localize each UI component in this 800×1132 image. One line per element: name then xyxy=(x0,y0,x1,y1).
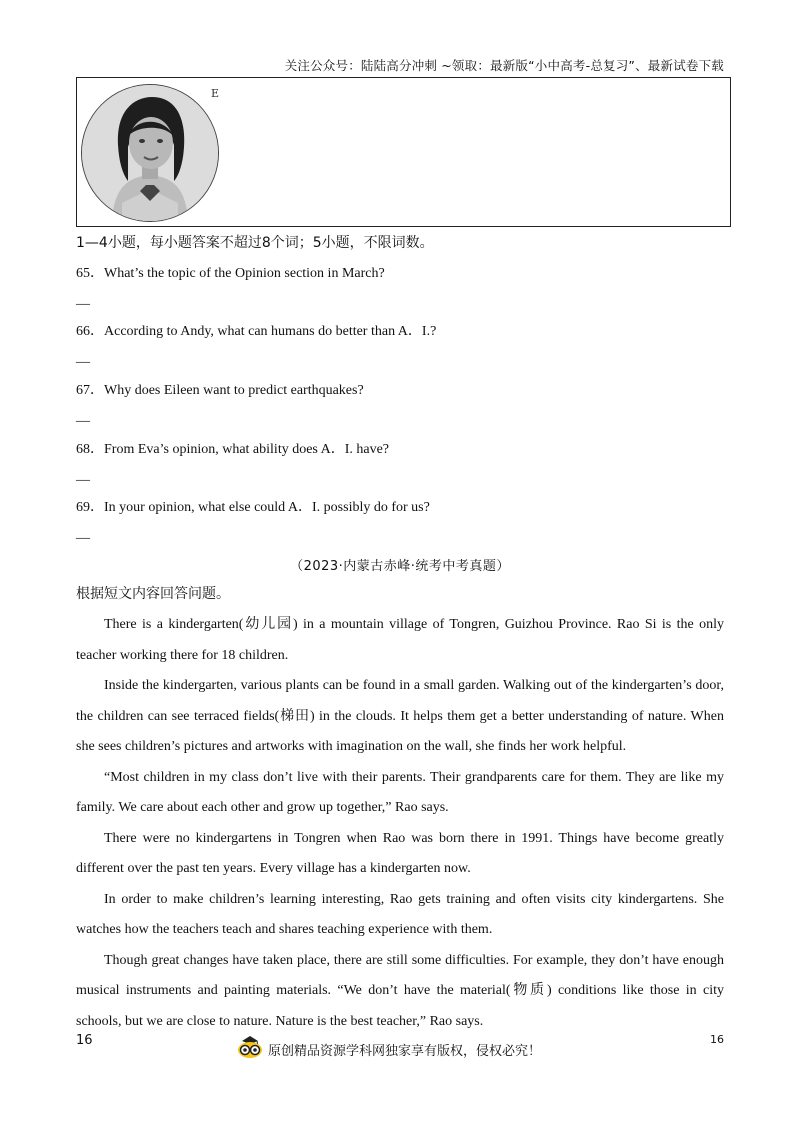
question-66: 66．According to Andy, what can humans do better than A．I.? xyxy=(76,324,437,339)
question-69: 69．In your opinion, what else could A．I. possibly do for us? xyxy=(76,500,430,515)
portrait-photo xyxy=(81,84,219,222)
answer-line-66[interactable]: __ xyxy=(76,350,90,365)
header-note: 关注公众号：陆陆高分冲刺 ~领取：最新版“小中高考-总复习”、最新试卷下载 xyxy=(284,58,724,73)
page-number-right: 16 xyxy=(710,1033,724,1046)
answer-line-69[interactable]: __ xyxy=(76,526,90,541)
reading-directive: 根据短文内容回答问题。 xyxy=(76,586,230,602)
passage-paragraph: Though great changes have taken place, there are still some difficulties. For example, they don’t have enough musical instruments and painting materials. “We don’t have the material(物质) conditions like those in city schools, but we are close to nature. Nature is the best teacher,” Rao says. xyxy=(76,952,724,1029)
page-number-left: 16 xyxy=(76,1033,93,1048)
passage-paragraph: In order to make children’s learning interesting, Rao gets training and often visits city kindergartens. She watches how the teachers teach and shares teaching experience with them. xyxy=(76,891,724,937)
footer-copyright xyxy=(236,1035,541,1063)
answer-instructions: 1—4小题，每小题答案不超过8个词；5小题，不限词数。 xyxy=(76,235,434,251)
question-65: 65．What’s the topic of the Opinion section in March? xyxy=(76,266,385,281)
answer-line-67[interactable]: __ xyxy=(76,409,90,424)
exam-source: （2023·内蒙古赤峰·统考中考真题） xyxy=(290,559,510,574)
answer-line-68[interactable]: __ xyxy=(76,468,90,483)
passage-paragraph: Inside the kindergarten, various plants can be found in a small garden. Walking out of the kindergarten’s door, the children can see terraced fields(梯田) in the clouds. It helps them get a better understanding of nature. When she sees children’s pictures and artworks with imagination on the wall, she finds her work helpful. xyxy=(76,678,724,754)
copyright-text: 原创精品资源学科网独家享有版权，侵权必究！ xyxy=(268,1043,542,1059)
reading-passage xyxy=(76,610,724,1037)
section-letter-label: E xyxy=(211,87,220,100)
passage-paragraph: “Most children in my class don’t live with their parents. Their grandparents care for them. They are like my family. We care about each other and grow up together,” Rao says. xyxy=(76,769,724,815)
passage-paragraph: There is a kindergarten(幼儿园) in a mountain village of Tongren, Guizhou Province. Rao Si is the only teacher working there for 18 children. xyxy=(76,617,724,663)
question-68: 68．From Eva’s opinion, what ability does A．I. have? xyxy=(76,442,390,457)
answer-line-65[interactable]: __ xyxy=(76,292,90,307)
photo-frame xyxy=(76,77,731,227)
passage-paragraph: There were no kindergartens in Tongren when Rao was born there in 1991. Things have become greatly different over the past ten years. Every village has a kindergarten now. xyxy=(76,830,724,876)
owl-logo-icon xyxy=(236,1035,264,1063)
question-67: 67．Why does Eileen want to predict earthquakes? xyxy=(76,383,364,398)
